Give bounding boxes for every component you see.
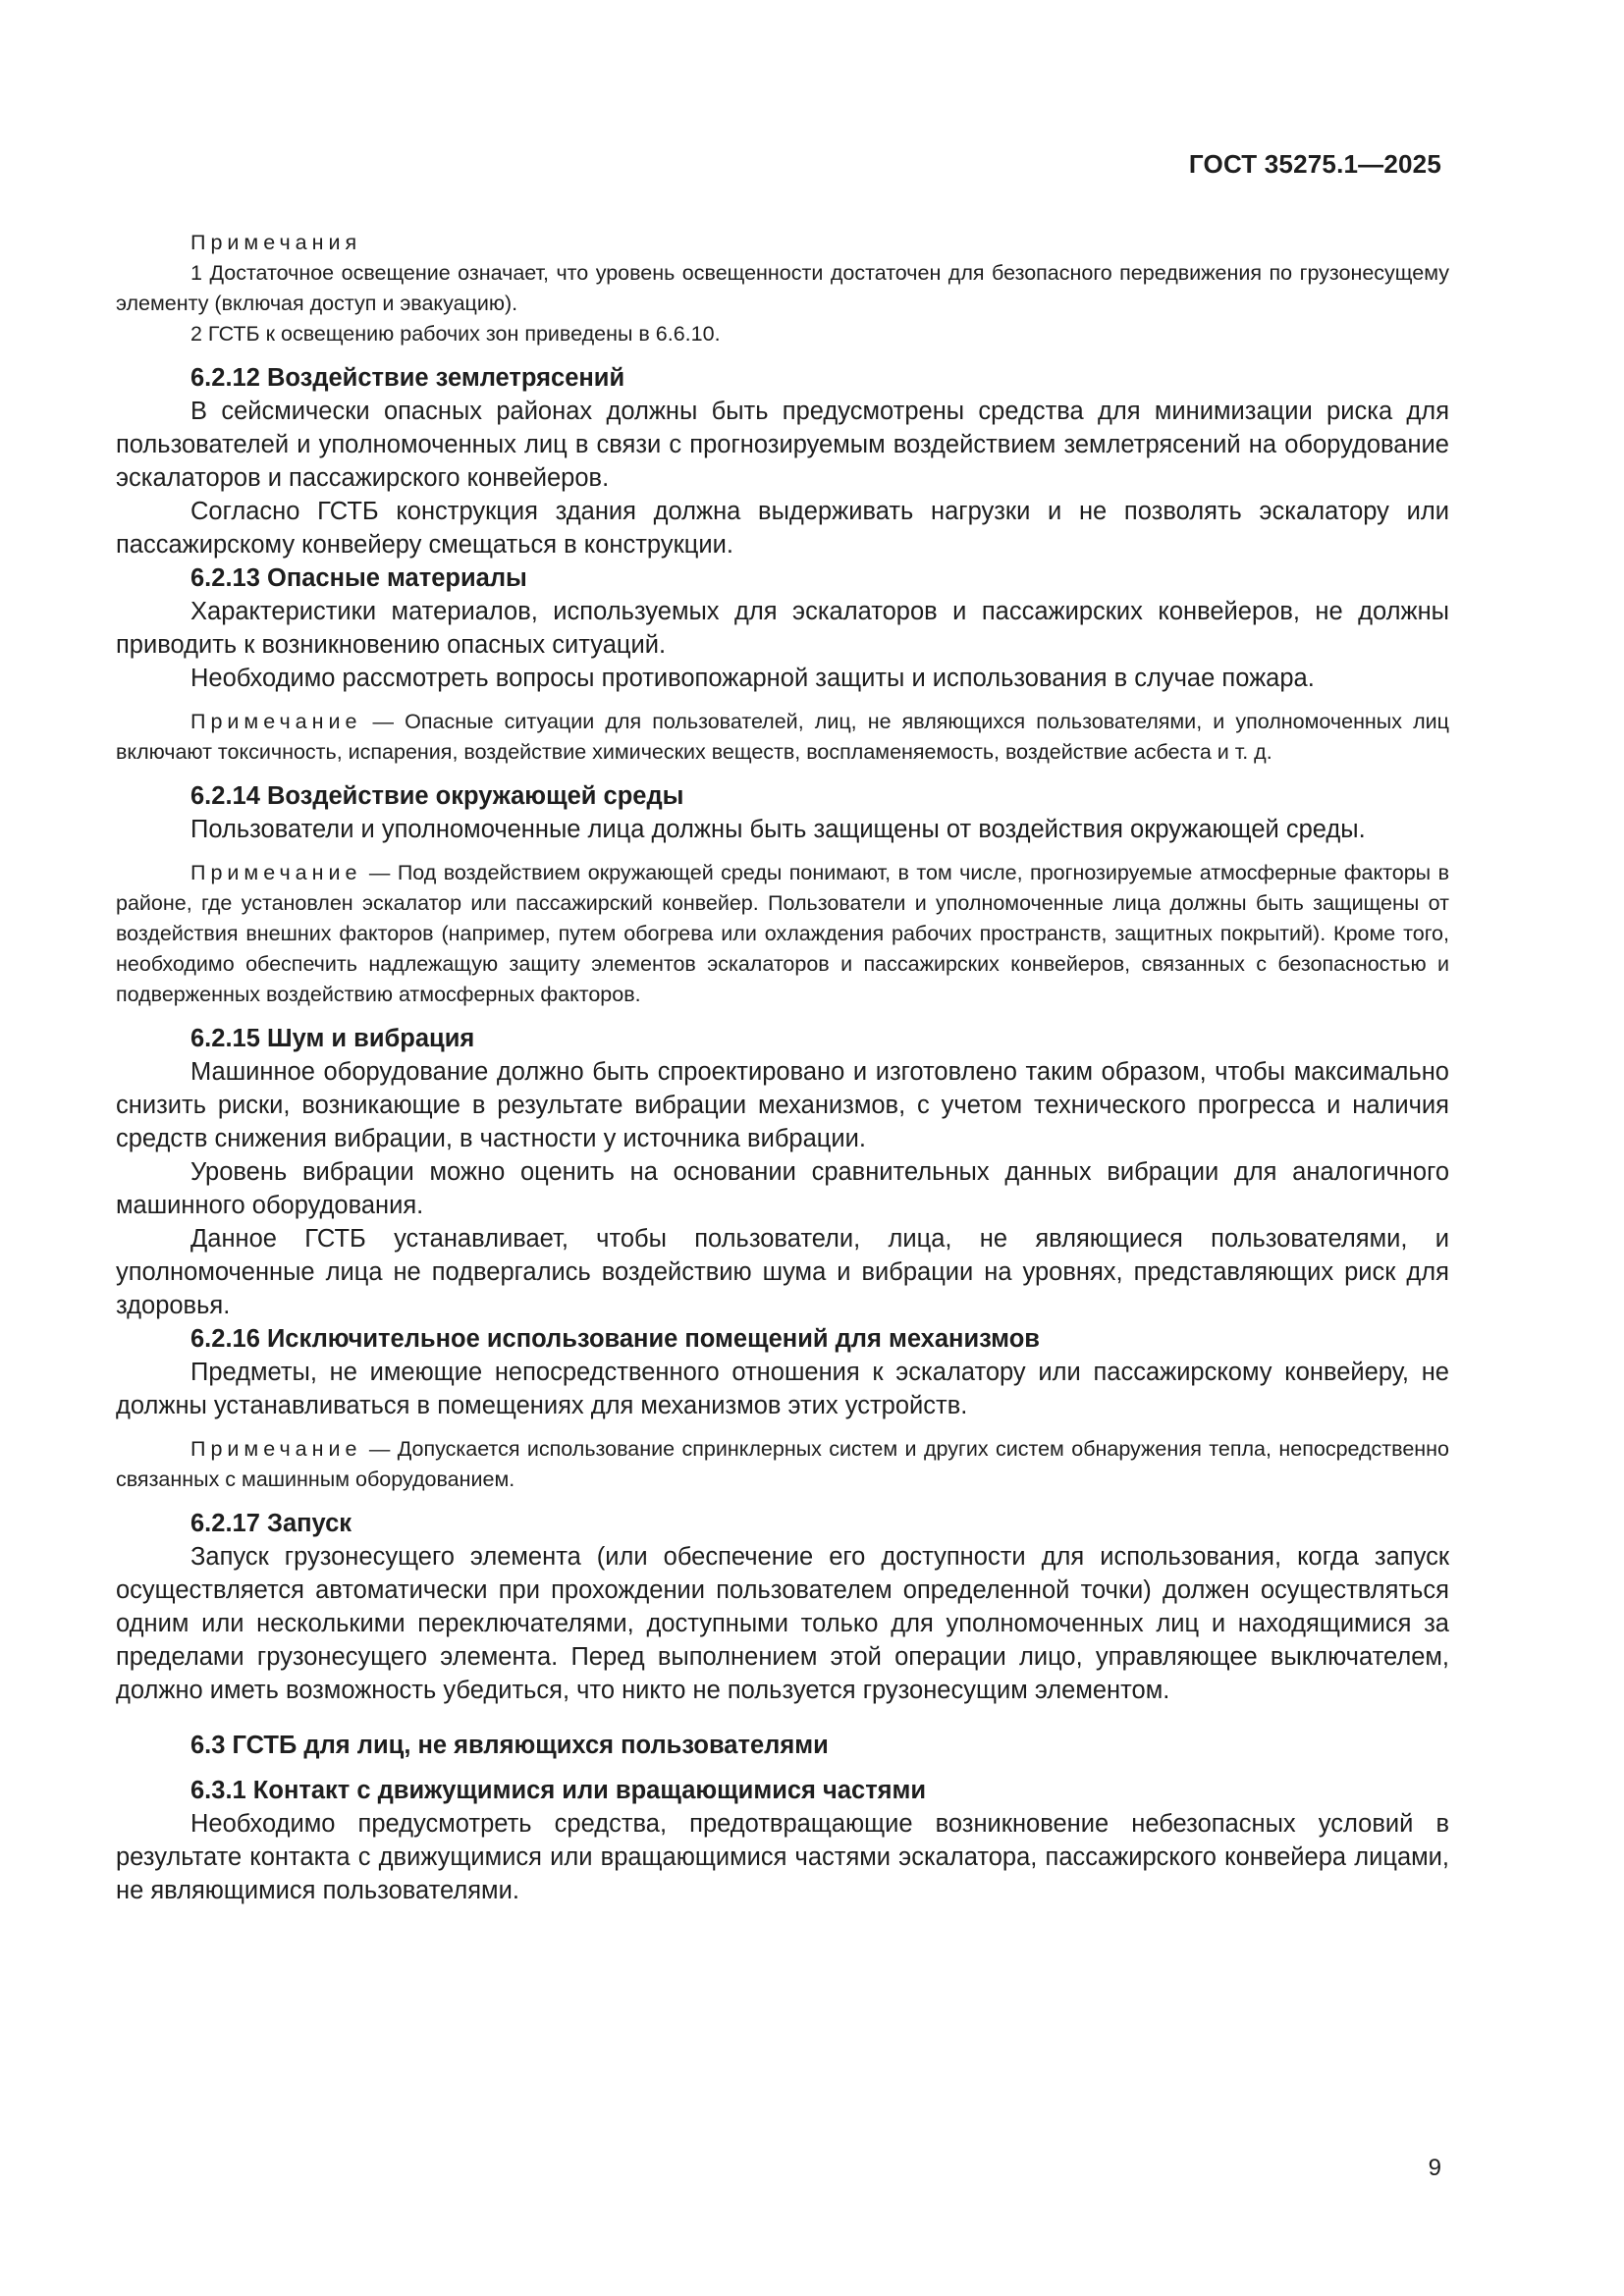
- note-label: Примечание: [190, 1437, 362, 1461]
- paragraph-6-2-14-1: Пользователи и уполномоченные лица должны быть защищены от воздействия окружающей среды.: [190, 816, 1366, 843]
- paragraph-6-2-17-1: Запуск грузонесущего элемента (или обеспечение его доступности для использования, когда запуск осуществляется автоматически при прохождении пользователем определенной точки) должен осуществляться одним или несколькими переключателями, доступными только для уполномоченных лиц и находящимися за пределами грузонесущего элемента. Перед выполнением этой операции лицо, управляющее выключателем, должно иметь возможность убедиться, что никто не пользуется грузонесущим элементом.: [116, 1543, 1449, 1704]
- note-text: — Под воздействием окружающей среды понимают, в том числе, прогнозируемые атмосферные факторы в районе, где установлен эскалатор или пассажирский конвейер. Пользователи и уполномоченные лица должны быть защищены от воздействия внешних факторов (например, путем обогрева или охлаждения рабочих пространств, защитных покрытий). Кроме того, необходимо обеспечить надлежащую защиту элементов эскалаторов и пассажирских конвейеров, связанных с безопасностью и подверженных воздействию атмосферных факторов.: [116, 861, 1449, 1006]
- paragraph-6-2-13-1: Характеристики материалов, используемых для эскалаторов и пассажирских конвейеров, не должны приводить к возникновению опасных ситуаций.: [116, 598, 1449, 659]
- note-6-2-16: [116, 1434, 1449, 1495]
- page-number: 9: [1428, 2155, 1441, 2181]
- paragraph-6-3-1-1: Необходимо предусмотреть средства, предотвращающие возникновение небезопасных условий в результате контакта с движущимися или вращающимися частями эскалатора, пассажирского конвейера лицами, не являющимися пользователями.: [116, 1810, 1449, 1904]
- paragraph-6-2-12-2: Согласно ГСТБ конструкция здания должна выдерживать нагрузки и не позволять эскалатору или пассажирскому конвейеру смещаться в конструкции.: [116, 498, 1449, 559]
- page-content: [116, 228, 1449, 1907]
- paragraph-6-2-13-2: Необходимо рассмотреть вопросы противопожарной защиты и использования в случае пожара.: [190, 665, 1315, 692]
- notes-title: Примечания: [190, 231, 362, 254]
- note-label: Примечание: [190, 861, 362, 884]
- heading-6-2-15: 6.2.15 Шум и вибрация: [190, 1025, 475, 1052]
- heading-6-3-1: 6.3.1 Контакт с движущимися или вращающимися частями: [190, 1777, 927, 1804]
- document-header: ГОСТ 35275.1—2025: [1188, 149, 1441, 179]
- heading-6-3: 6.3 ГСТБ для лиц, не являющихся пользователями: [190, 1732, 829, 1759]
- paragraph-6-2-15-3: Данное ГСТБ устанавливает, чтобы пользователи, лица, не являющиеся пользователями, и уполномоченные лица не подвергались воздействию шума и вибрации на уровнях, представляющих риск для здоровья.: [116, 1225, 1449, 1319]
- heading-6-2-13: 6.2.13 Опасные материалы: [190, 564, 527, 592]
- paragraph-6-2-12-1: В сейсмически опасных районах должны быть предусмотрены средства для минимизации риска для пользователей и уполномоченных лиц в связи с прогнозируемым воздействием землетрясений на оборудование эскалаторов и пассажирского конвейеров.: [116, 398, 1449, 492]
- heading-6-2-17: 6.2.17 Запуск: [190, 1510, 352, 1537]
- note-label: Примечание: [190, 710, 362, 733]
- note-6-2-13: [116, 707, 1449, 768]
- note-text: — Допускается использование спринклерных систем и других систем обнаружения тепла, непосредственно связанных с машинным оборудованием.: [116, 1437, 1449, 1491]
- paragraph-6-2-15-2: Уровень вибрации можно оценить на основании сравнительных данных вибрации для аналогичного машинного оборудования.: [116, 1158, 1449, 1219]
- note-1: 1 Достаточное освещение означает, что уровень освещенности достаточен для безопасного передвижения по грузонесущему элементу (включая доступ и эвакуацию).: [116, 261, 1449, 315]
- note-2: 2 ГСТБ к освещению рабочих зон приведены в 6.6.10.: [190, 322, 721, 346]
- heading-6-2-16: 6.2.16 Исключительное использование помещений для механизмов: [190, 1325, 1040, 1353]
- note-text: — Опасные ситуации для пользователей, лиц, не являющихся пользователями, и уполномоченных лиц включают токсичность, испарения, воздействие химических веществ, воспламеняемость, воздействие асбеста и т. д.: [116, 710, 1449, 764]
- heading-6-2-12: 6.2.12 Воздействие землетрясений: [190, 364, 625, 392]
- paragraph-6-2-15-1: Машинное оборудование должно быть спроектировано и изготовлено таким образом, чтобы максимально снизить риски, возникающие в результате вибрации механизмов, с учетом технического прогресса и наличия средств снижения вибрации, в частности у источника вибрации.: [116, 1058, 1449, 1152]
- heading-6-2-14: 6.2.14 Воздействие окружающей среды: [190, 782, 684, 810]
- note-6-2-14: [116, 858, 1449, 1010]
- paragraph-6-2-16-1: Предметы, не имеющие непосредственного отношения к эскалатору или пассажирскому конвейеру, не должны устанавливаться в помещениях для механизмов этих устройств.: [116, 1359, 1449, 1419]
